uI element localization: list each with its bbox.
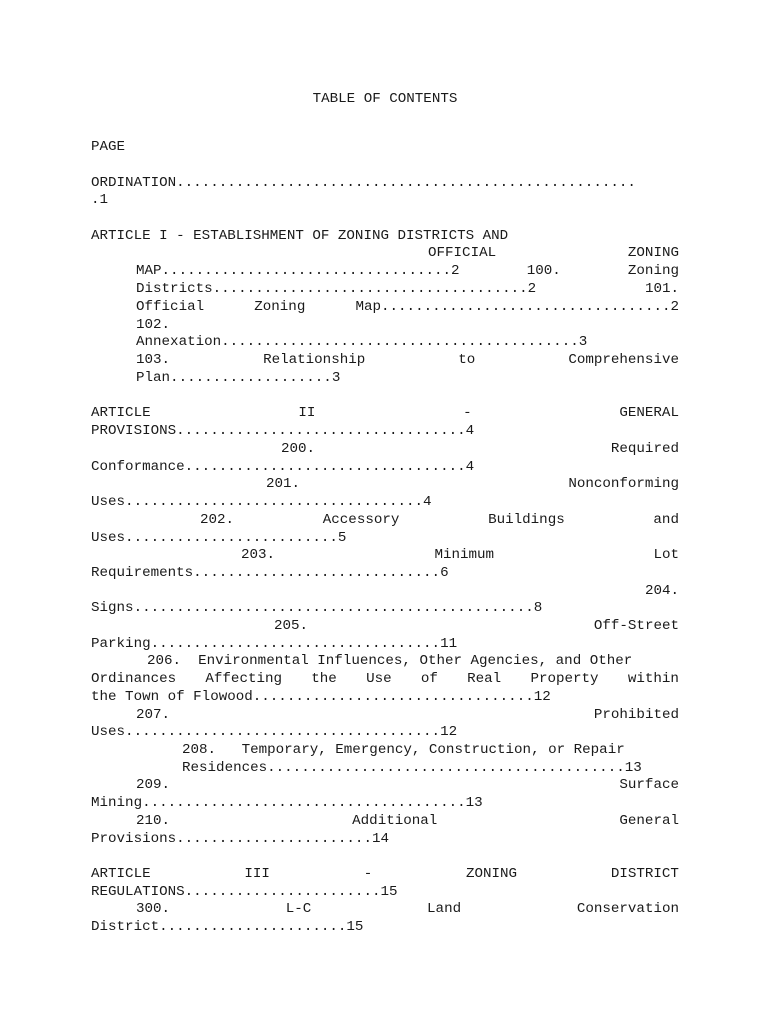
article-heading: ARTICLE I - ESTABLISHMENT OF ZONING DISTRICTS AND bbox=[91, 228, 509, 244]
text-fragment: Nonconforming bbox=[568, 476, 679, 492]
text-fragment: ARTICLE bbox=[91, 866, 151, 882]
text-fragment: 300. bbox=[136, 901, 171, 917]
text-fragment: 201. bbox=[266, 476, 301, 492]
text-fragment: ZONING bbox=[465, 866, 518, 882]
text-fragment: Comprehensive bbox=[568, 352, 679, 368]
toc-entry: Requirements.............................6 bbox=[91, 565, 449, 581]
toc-entry-ordination-page: .1 bbox=[91, 192, 109, 208]
article-heading bbox=[91, 865, 679, 883]
text-fragment: Additional bbox=[352, 813, 438, 829]
toc-entry bbox=[274, 617, 679, 635]
text-fragment: III bbox=[244, 866, 270, 882]
toc-entry: Mining......................................13 bbox=[91, 795, 483, 811]
text-fragment: to bbox=[458, 352, 476, 368]
toc-entry bbox=[91, 670, 679, 688]
text-fragment: Relationship bbox=[263, 352, 366, 368]
toc-entry-number: 204. bbox=[644, 583, 679, 599]
toc-entry: Provisions.......................14 bbox=[91, 831, 389, 847]
toc-entry: Plan...................3 bbox=[136, 370, 341, 386]
text-fragment: Surface bbox=[619, 777, 679, 793]
text-fragment: L-C bbox=[285, 901, 312, 917]
text-fragment: 202. bbox=[200, 512, 235, 528]
text-fragment: Minimum bbox=[434, 547, 495, 563]
toc-entry bbox=[136, 776, 679, 794]
text-fragment: 103. bbox=[136, 352, 171, 368]
text-fragment: Use bbox=[366, 671, 392, 687]
toc-entry: the Town of Flowood.................................12 bbox=[91, 689, 551, 705]
text-fragment: DISTRICT bbox=[610, 866, 679, 882]
toc-entry: PROVISIONS..................................4 bbox=[91, 423, 475, 439]
text-fragment: Affecting bbox=[205, 671, 283, 687]
text-fragment: 203. bbox=[241, 547, 276, 563]
text-fragment: Accessory bbox=[322, 512, 400, 528]
text-fragment: Real bbox=[467, 671, 502, 687]
toc-entry bbox=[136, 351, 679, 369]
text-fragment: MAP..................................2 bbox=[136, 263, 460, 279]
text-fragment: II bbox=[298, 405, 316, 421]
toc-entry-number: 102. bbox=[136, 317, 171, 333]
text-fragment: Official bbox=[136, 299, 205, 315]
toc-entry bbox=[281, 440, 679, 458]
text-fragment: 100. bbox=[526, 263, 561, 279]
text-fragment: Property bbox=[530, 671, 599, 687]
text-fragment: Conservation bbox=[576, 901, 679, 917]
text-fragment: ZONING bbox=[627, 245, 679, 261]
toc-entry: Uses...................................4 bbox=[91, 494, 432, 510]
text-fragment: - bbox=[463, 405, 472, 421]
text-fragment: 101. bbox=[644, 281, 679, 297]
text-fragment: Districts.....................................2 bbox=[136, 281, 537, 297]
toc-entry: 208. Temporary, Emergency, Construction, or Repair bbox=[182, 742, 625, 758]
text-fragment: and bbox=[653, 512, 679, 528]
text-fragment: General bbox=[619, 813, 679, 829]
toc-entry bbox=[136, 262, 679, 280]
text-fragment: within bbox=[627, 671, 679, 687]
toc-entry: Residences..........................................13 bbox=[182, 760, 642, 776]
text-fragment: Off-Street bbox=[593, 618, 679, 634]
toc-entry bbox=[241, 546, 679, 564]
text-fragment: Lot bbox=[653, 547, 679, 563]
text-fragment: 209. bbox=[136, 777, 171, 793]
toc-entry bbox=[136, 900, 679, 918]
toc-entry bbox=[136, 298, 679, 316]
text-fragment: 205. bbox=[274, 618, 309, 634]
text-fragment: Land bbox=[427, 901, 462, 917]
toc-entry bbox=[200, 511, 679, 529]
page-title: TABLE OF CONTENTS bbox=[312, 91, 458, 107]
toc-entry: Uses.....................................12 bbox=[91, 724, 458, 740]
text-fragment: Prohibited bbox=[593, 707, 679, 723]
text-fragment: of bbox=[420, 671, 438, 687]
toc-entry bbox=[136, 280, 679, 298]
text-fragment: Zoning bbox=[627, 263, 679, 279]
text-fragment: GENERAL bbox=[619, 405, 679, 421]
text-fragment: OFFICIAL bbox=[428, 245, 497, 261]
article-heading-continued bbox=[428, 244, 679, 262]
toc-entry: Uses.........................5 bbox=[91, 530, 347, 546]
toc-entry: Signs...............................................8 bbox=[91, 600, 543, 616]
text-fragment: - bbox=[363, 866, 373, 882]
article-heading bbox=[91, 404, 679, 422]
toc-entry: Parking..................................11 bbox=[91, 636, 458, 652]
text-fragment: the bbox=[311, 671, 337, 687]
text-fragment: 207. bbox=[136, 707, 171, 723]
text-fragment: Zoning bbox=[254, 299, 306, 315]
toc-entry-ordination: ORDINATION...................................................... bbox=[91, 175, 636, 191]
text-fragment: Required bbox=[610, 441, 679, 457]
text-fragment: Ordinances bbox=[91, 671, 177, 687]
toc-entry: REGULATIONS.......................15 bbox=[91, 884, 398, 900]
text-fragment: 210. bbox=[136, 813, 171, 829]
toc-entry bbox=[136, 812, 679, 830]
toc-entry bbox=[136, 706, 679, 724]
text-fragment: ARTICLE bbox=[91, 405, 151, 421]
text-fragment: 200. bbox=[281, 441, 316, 457]
toc-entry: District......................15 bbox=[91, 919, 364, 935]
toc-entry: 206. Environmental Influences, Other Agencies, and Other bbox=[147, 653, 633, 669]
toc-entry bbox=[266, 475, 679, 493]
text-fragment: Map..................................2 bbox=[355, 299, 679, 315]
text-fragment: Buildings bbox=[488, 512, 565, 528]
page-column-label: PAGE bbox=[91, 139, 126, 155]
toc-entry: Annexation..........................................3 bbox=[136, 334, 588, 350]
toc-entry: Conformance.................................4 bbox=[91, 459, 475, 475]
